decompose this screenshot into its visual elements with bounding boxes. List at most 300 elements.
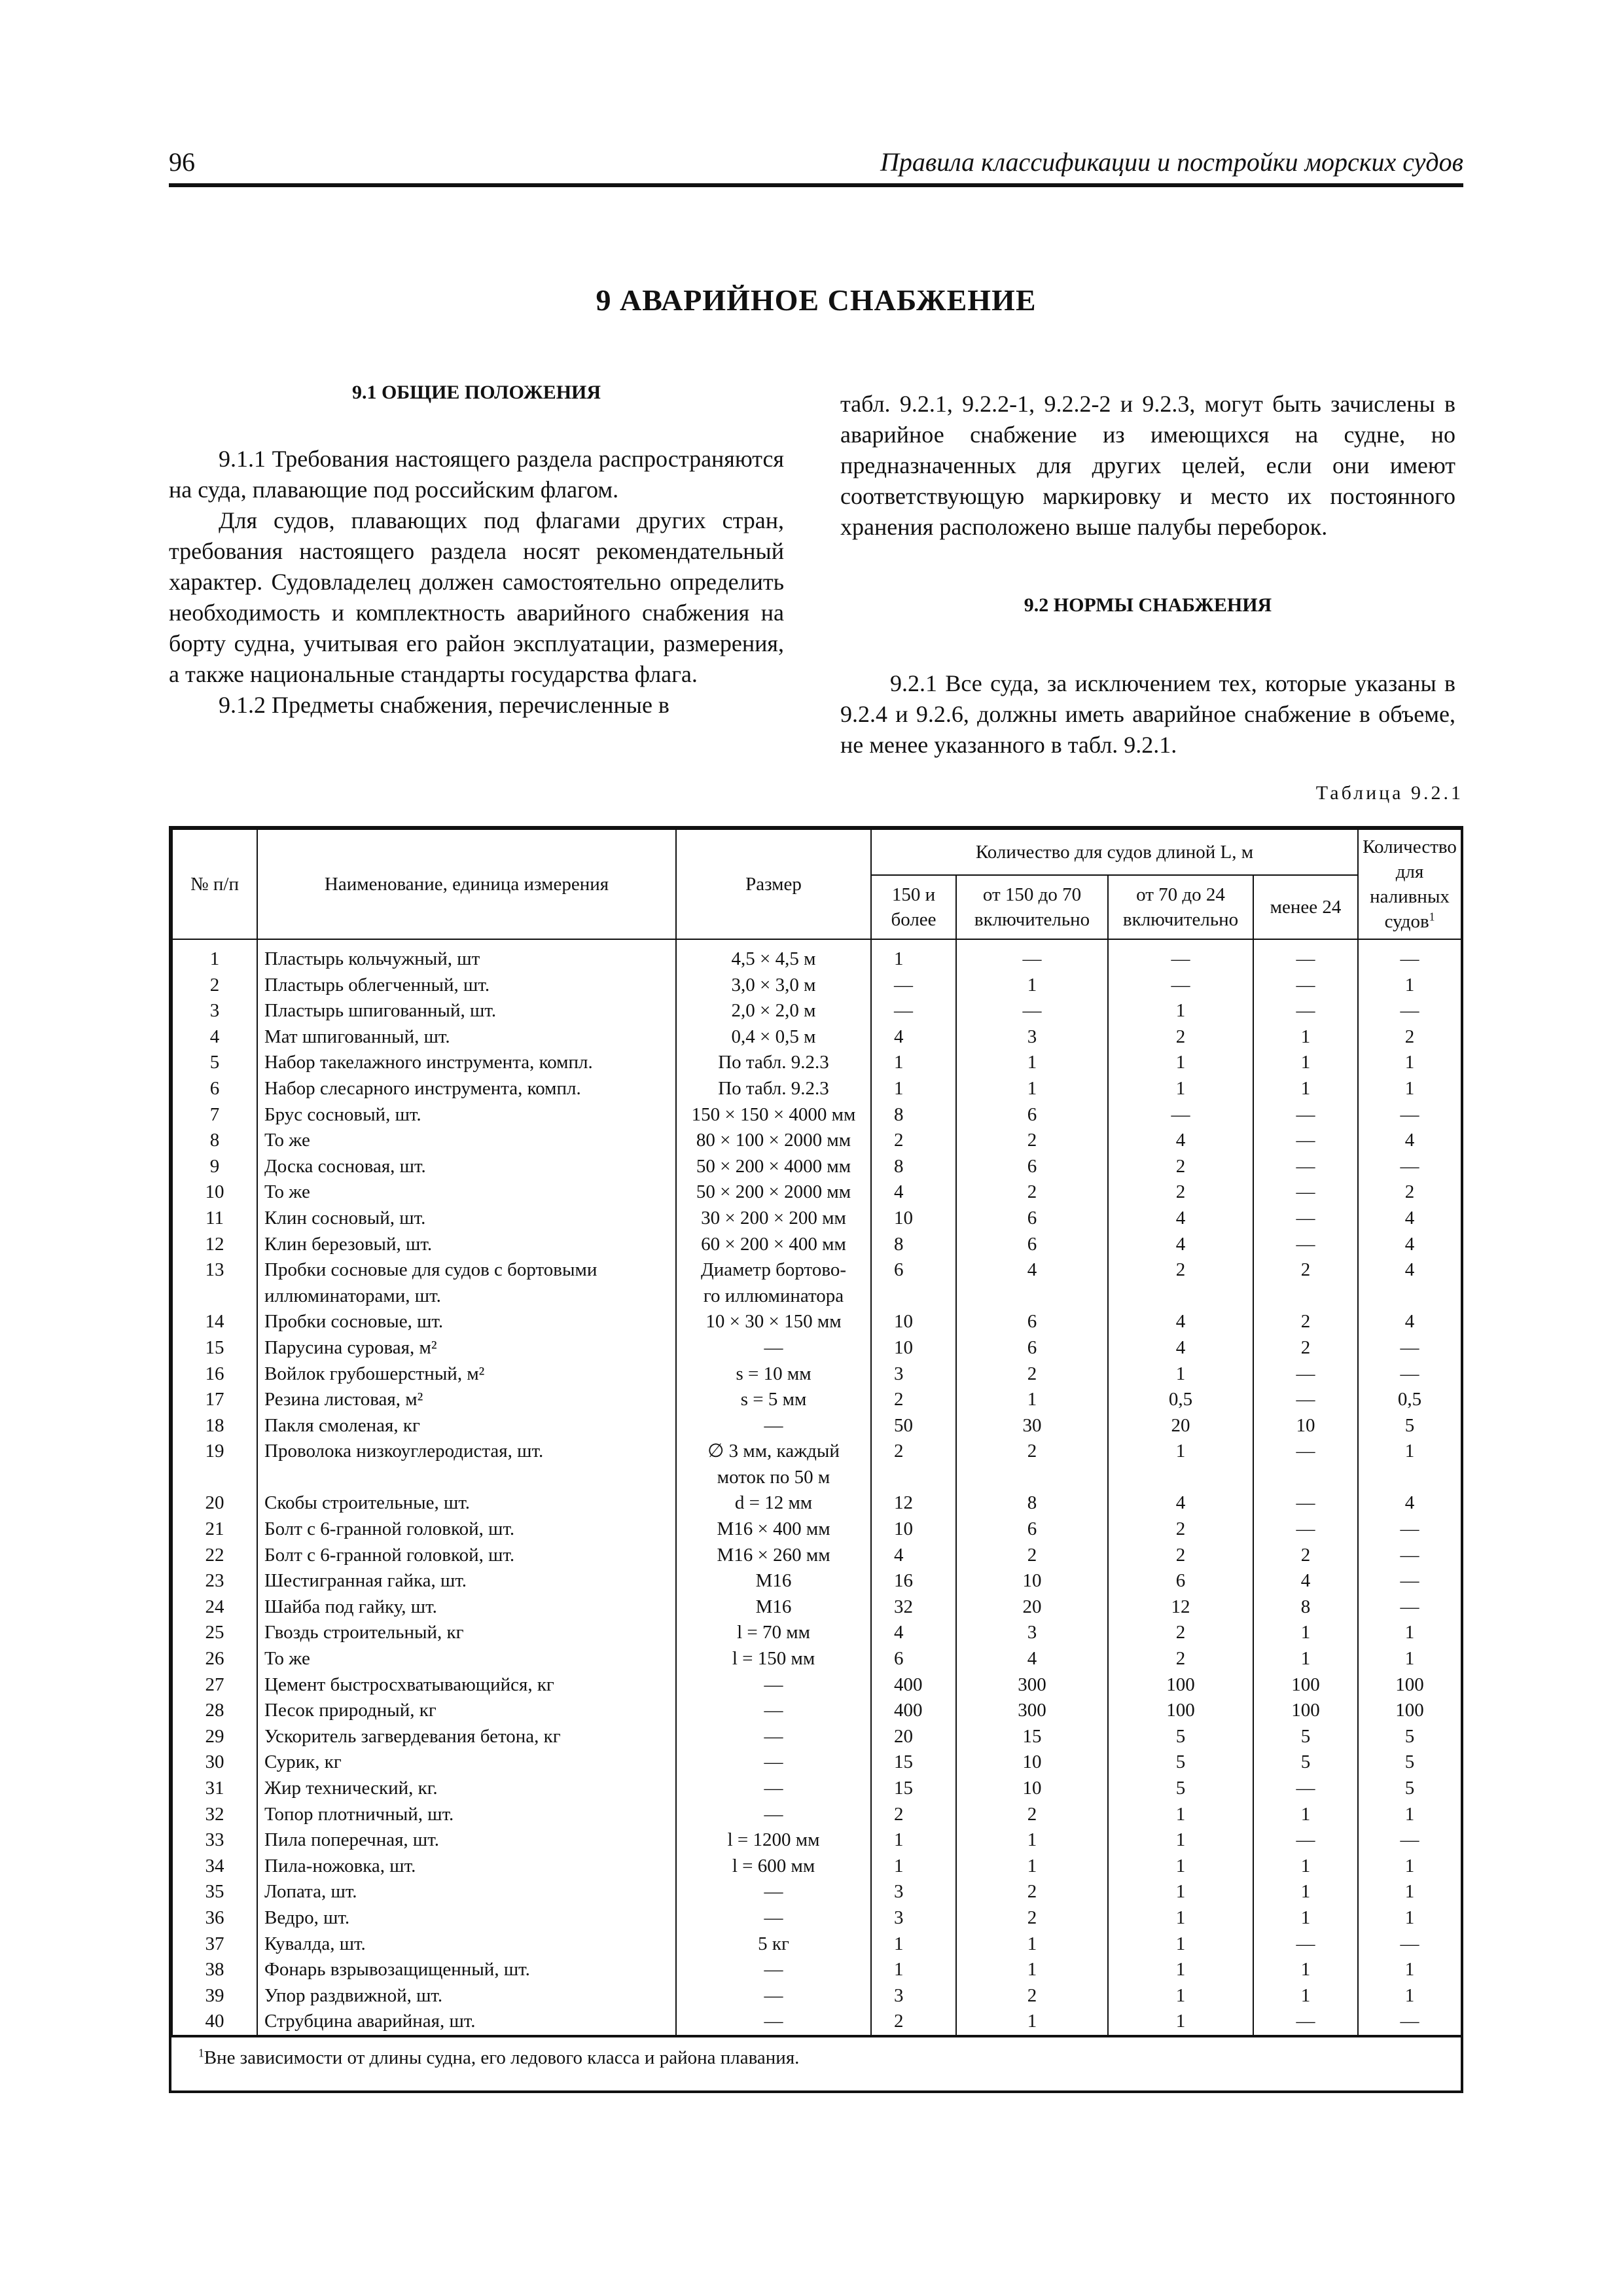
- paragraph-flags: Для судов, плавающих под флагами других стран, требования настоящего раздела носят рекомендательный характер. Судовладелец должен самостоятельно определить необходимость и комплектность аварийного снабжения на борту судна, учитывая его район эксплуатации, размерения, а также национальные стандарты государства флага.: [169, 507, 784, 687]
- qty-under-24: [1253, 1283, 1358, 1310]
- qty-under-24: 2: [1253, 1257, 1358, 1283]
- item-size: 60 × 200 × 400 мм: [676, 1232, 871, 1258]
- qty-70-24: 2: [1108, 1024, 1253, 1050]
- table-body: [172, 939, 1461, 2036]
- qty-70-24: 100: [1108, 1672, 1253, 1698]
- row-number: 2: [172, 973, 257, 999]
- qty-150-70: 6: [956, 1232, 1108, 1258]
- qty-150-70: 1: [956, 1050, 1108, 1076]
- item-name: Упор раздвижной, шт.: [257, 1983, 676, 2009]
- qty-tanker: 1: [1358, 1854, 1461, 1880]
- table-row: [172, 1076, 1461, 1102]
- qty-tanker: 100: [1358, 1698, 1461, 1724]
- qty-150-plus: 16: [871, 1568, 956, 1594]
- table-row: [172, 1827, 1461, 1854]
- table-row: [172, 1854, 1461, 1880]
- table-row: [172, 1232, 1461, 1258]
- qty-under-24: 1: [1253, 1024, 1358, 1050]
- table-row: [172, 1802, 1461, 1828]
- row-number: 36: [172, 1905, 257, 1931]
- qty-tanker: 4: [1358, 1128, 1461, 1154]
- qty-150-70: 4: [956, 1257, 1108, 1283]
- qty-tanker: —: [1358, 1594, 1461, 1621]
- qty-150-70: —: [956, 998, 1108, 1024]
- qty-150-plus: [871, 1465, 956, 1491]
- item-name: То же: [257, 1128, 676, 1154]
- item-name: Клин березовый, шт.: [257, 1232, 676, 1258]
- item-name: Гвоздь строительный, кг: [257, 1620, 676, 1646]
- item-name: Кувалда, шт.: [257, 1931, 676, 1958]
- paragraph-9-1-2-continued: табл. 9.2.1, 9.2.2-1, 9.2.2-2 и 9.2.3, могут быть зачислены в аварийное снабжение из имеющихся на судне, но предназначенных для других целей, если они имеют соответствующую маркировку и место их постоянного хранения расположено выше палубы переборок.: [840, 391, 1455, 540]
- qty-70-24: —: [1108, 1102, 1253, 1128]
- row-number: 19: [172, 1439, 257, 1465]
- table-row: [172, 1931, 1461, 1958]
- item-name: [257, 1465, 676, 1491]
- item-size: l = 600 мм: [676, 1854, 871, 1880]
- item-size: —: [676, 2009, 871, 2036]
- qty-150-70: 10: [956, 1749, 1108, 1776]
- item-size: l = 1200 мм: [676, 1827, 871, 1854]
- qty-tanker: —: [1358, 2009, 1461, 2036]
- item-name: Лопата, шт.: [257, 1879, 676, 1905]
- row-number: 1: [172, 939, 257, 973]
- section-heading-norms: 9.2 НОРМЫ СНАБЖЕНИЯ: [1024, 594, 1272, 616]
- item-name: Пила-ножовка, шт.: [257, 1854, 676, 1880]
- qty-tanker: 1: [1358, 1879, 1461, 1905]
- row-number: 27: [172, 1672, 257, 1698]
- item-name: Шестигранная гайка, шт.: [257, 1568, 676, 1594]
- table-row: [172, 1646, 1461, 1672]
- qty-70-24: 4: [1108, 1206, 1253, 1232]
- qty-tanker: —: [1358, 1827, 1461, 1854]
- qty-150-70: 6: [956, 1102, 1108, 1128]
- qty-150-plus: —: [871, 998, 956, 1024]
- item-name: Резина листовая, м²: [257, 1387, 676, 1413]
- qty-70-24: [1108, 1283, 1253, 1310]
- item-name: Фонарь взрывозащищенный, шт.: [257, 1957, 676, 1983]
- qty-150-70: 2: [956, 1361, 1108, 1388]
- item-name: Проволока низкоуглеродистая, шт.: [257, 1439, 676, 1465]
- qty-tanker: 5: [1358, 1776, 1461, 1802]
- table-row: [172, 1439, 1461, 1465]
- qty-150-70: 2: [956, 1439, 1108, 1465]
- header-qty-150-plus: 150 и более: [871, 875, 956, 939]
- table-row: [172, 1568, 1461, 1594]
- qty-70-24: 1: [1108, 998, 1253, 1024]
- qty-150-plus: 12: [871, 1490, 956, 1516]
- row-number: 17: [172, 1387, 257, 1413]
- item-size: 80 × 100 × 2000 мм: [676, 1128, 871, 1154]
- table-row: [172, 1776, 1461, 1802]
- qty-150-plus: 3: [871, 1879, 956, 1905]
- table-row: [172, 1594, 1461, 1621]
- qty-tanker: 1: [1358, 973, 1461, 999]
- qty-150-70: 6: [956, 1335, 1108, 1361]
- qty-150-plus: 400: [871, 1672, 956, 1698]
- item-size: —: [676, 1724, 871, 1750]
- qty-150-70: [956, 1283, 1108, 1310]
- qty-150-70: 300: [956, 1698, 1108, 1724]
- qty-tanker: —: [1358, 1931, 1461, 1958]
- qty-70-24: 4: [1108, 1490, 1253, 1516]
- item-name: То же: [257, 1646, 676, 1672]
- table-row: [172, 1749, 1461, 1776]
- qty-150-plus: 3: [871, 1905, 956, 1931]
- item-name: Пробки сосновые, шт.: [257, 1309, 676, 1335]
- qty-70-24: 1: [1108, 1439, 1253, 1465]
- qty-under-24: 4: [1253, 1568, 1358, 1594]
- qty-150-70: 30: [956, 1413, 1108, 1439]
- qty-70-24: 1: [1108, 2009, 1253, 2036]
- item-size: По табл. 9.2.3: [676, 1050, 871, 1076]
- qty-70-24: 4: [1108, 1309, 1253, 1335]
- qty-150-plus: 50: [871, 1413, 956, 1439]
- row-number: 33: [172, 1827, 257, 1854]
- qty-tanker: [1358, 1283, 1461, 1310]
- row-number: [172, 1283, 257, 1310]
- item-size: —: [676, 1698, 871, 1724]
- qty-tanker: —: [1358, 1568, 1461, 1594]
- row-number: 29: [172, 1724, 257, 1750]
- table-row: [172, 998, 1461, 1024]
- qty-under-24: 5: [1253, 1749, 1358, 1776]
- qty-150-plus: 1: [871, 1827, 956, 1854]
- qty-tanker: 1: [1358, 1439, 1461, 1465]
- item-size: 5 кг: [676, 1931, 871, 1958]
- table-row: [172, 1490, 1461, 1516]
- table-row: [172, 1102, 1461, 1128]
- qty-tanker: 4: [1358, 1490, 1461, 1516]
- qty-under-24: —: [1253, 1827, 1358, 1854]
- header-qty-150-70: от 150 до 70 включительно: [956, 875, 1108, 939]
- qty-150-plus: 2: [871, 1439, 956, 1465]
- row-number: 12: [172, 1232, 257, 1258]
- item-name: Пластырь шпигованный, шт.: [257, 998, 676, 1024]
- qty-70-24: 12: [1108, 1594, 1253, 1621]
- qty-150-plus: 1: [871, 1050, 956, 1076]
- row-number: 37: [172, 1931, 257, 1958]
- qty-150-plus: 2: [871, 2009, 956, 2036]
- table-row: [172, 1024, 1461, 1050]
- chapter-title: 9 АВАРИЙНОЕ СНАБЖЕНИЕ: [596, 283, 1037, 317]
- qty-tanker: 100: [1358, 1672, 1461, 1698]
- qty-tanker: —: [1358, 1516, 1461, 1543]
- table-row: [172, 1543, 1461, 1569]
- item-name: Доска сосновая, шт.: [257, 1154, 676, 1180]
- row-number: 25: [172, 1620, 257, 1646]
- qty-70-24: 1: [1108, 1076, 1253, 1102]
- item-name: Шайба под гайку, шт.: [257, 1594, 676, 1621]
- row-number: 39: [172, 1983, 257, 2009]
- item-size: M16 × 400 мм: [676, 1516, 871, 1543]
- qty-150-plus: 4: [871, 1543, 956, 1569]
- row-number: 11: [172, 1206, 257, 1232]
- qty-70-24: 1: [1108, 1879, 1253, 1905]
- item-size: —: [676, 1802, 871, 1828]
- qty-150-plus: 3: [871, 1983, 956, 2009]
- qty-under-24: 8: [1253, 1594, 1358, 1621]
- qty-150-plus: 1: [871, 1931, 956, 1958]
- qty-tanker: 1: [1358, 1802, 1461, 1828]
- qty-150-plus: 4: [871, 1024, 956, 1050]
- qty-under-24: —: [1253, 1361, 1358, 1388]
- item-name: иллюминаторами, шт.: [257, 1283, 676, 1310]
- qty-tanker: —: [1358, 998, 1461, 1024]
- row-number: 14: [172, 1309, 257, 1335]
- right-column: [840, 389, 1455, 761]
- header-qty-70-24: от 70 до 24 включительно: [1108, 875, 1253, 939]
- qty-150-70: 1: [956, 1387, 1108, 1413]
- item-name: Сурик, кг: [257, 1749, 676, 1776]
- qty-under-24: —: [1253, 1179, 1358, 1206]
- qty-70-24: 2: [1108, 1620, 1253, 1646]
- item-name: Брус сосновый, шт.: [257, 1102, 676, 1128]
- item-name: Болт с 6-гранной головкой, шт.: [257, 1543, 676, 1569]
- qty-tanker: —: [1358, 939, 1461, 973]
- table-row: [172, 1050, 1461, 1076]
- table-row: [172, 1154, 1461, 1180]
- qty-tanker: 1: [1358, 1646, 1461, 1672]
- row-number: 34: [172, 1854, 257, 1880]
- row-number: 32: [172, 1802, 257, 1828]
- item-size: 2,0 × 2,0 м: [676, 998, 871, 1024]
- qty-150-70: [956, 1465, 1108, 1491]
- qty-150-70: 10: [956, 1568, 1108, 1594]
- qty-tanker: 4: [1358, 1206, 1461, 1232]
- qty-150-70: 2: [956, 1179, 1108, 1206]
- item-size: 30 × 200 × 200 мм: [676, 1206, 871, 1232]
- row-number: 20: [172, 1490, 257, 1516]
- running-title: Правила классификации и постройки морских судов: [880, 147, 1463, 177]
- qty-150-70: 6: [956, 1516, 1108, 1543]
- qty-150-plus: 4: [871, 1179, 956, 1206]
- item-name: Набор слесарного инструмента, компл.: [257, 1076, 676, 1102]
- qty-150-plus: 15: [871, 1776, 956, 1802]
- qty-70-24: 2: [1108, 1516, 1253, 1543]
- qty-under-24: 1: [1253, 1879, 1358, 1905]
- qty-under-24: —: [1253, 1516, 1358, 1543]
- qty-tanker: —: [1358, 1154, 1461, 1180]
- qty-70-24: 2: [1108, 1257, 1253, 1283]
- header-number: № п/п: [172, 829, 257, 939]
- row-number: 30: [172, 1749, 257, 1776]
- qty-tanker: 1: [1358, 1905, 1461, 1931]
- qty-70-24: 1: [1108, 1905, 1253, 1931]
- supply-table: [169, 826, 1463, 2093]
- qty-150-plus: 10: [871, 1309, 956, 1335]
- qty-150-70: 1: [956, 1827, 1108, 1854]
- qty-under-24: 1: [1253, 1854, 1358, 1880]
- qty-under-24: 100: [1253, 1672, 1358, 1698]
- qty-tanker: 4: [1358, 1232, 1461, 1258]
- item-name: То же: [257, 1179, 676, 1206]
- qty-under-24: —: [1253, 973, 1358, 999]
- item-size: моток по 50 м: [676, 1465, 871, 1491]
- qty-150-70: 4: [956, 1646, 1108, 1672]
- qty-150-70: 300: [956, 1672, 1108, 1698]
- row-number: 6: [172, 1076, 257, 1102]
- qty-150-70: —: [956, 939, 1108, 973]
- table-footnote: $^1$Вне зависимости от длины судна, его ледового класса и района плавания.: [172, 2036, 1461, 2079]
- qty-tanker: 4: [1358, 1309, 1461, 1335]
- qty-70-24: 2: [1108, 1543, 1253, 1569]
- qty-150-70: 2: [956, 1543, 1108, 1569]
- item-size: M16: [676, 1594, 871, 1621]
- qty-150-70: 6: [956, 1154, 1108, 1180]
- qty-tanker: —: [1358, 1102, 1461, 1128]
- qty-70-24: 1: [1108, 1827, 1253, 1854]
- item-name: Песок природный, кг: [257, 1698, 676, 1724]
- qty-under-24: 1: [1253, 1983, 1358, 2009]
- row-number: 7: [172, 1102, 257, 1128]
- row-number: 23: [172, 1568, 257, 1594]
- qty-70-24: 2: [1108, 1646, 1253, 1672]
- qty-150-plus: 2: [871, 1802, 956, 1828]
- table-row: [172, 1465, 1461, 1491]
- qty-70-24: 1: [1108, 1983, 1253, 2009]
- header-quantity-group: Количество для судов длиной L, м: [871, 829, 1358, 875]
- table-row: [172, 1179, 1461, 1206]
- qty-tanker: —: [1358, 1335, 1461, 1361]
- qty-150-70: 6: [956, 1206, 1108, 1232]
- header-name: Наименование, единица измерения: [257, 829, 676, 939]
- item-size: По табл. 9.2.3: [676, 1076, 871, 1102]
- row-number: 40: [172, 2009, 257, 2036]
- row-number: 35: [172, 1879, 257, 1905]
- qty-under-24: [1253, 1465, 1358, 1491]
- table-row: [172, 1387, 1461, 1413]
- header-tanker: Количество для наливных судов$^1$: [1358, 829, 1461, 939]
- qty-under-24: —: [1253, 1776, 1358, 1802]
- qty-tanker: 4: [1358, 1257, 1461, 1283]
- row-number: 28: [172, 1698, 257, 1724]
- item-name: Скобы строительные, шт.: [257, 1490, 676, 1516]
- item-size: M16 × 260 мм: [676, 1543, 871, 1569]
- qty-tanker: 5: [1358, 1413, 1461, 1439]
- row-number: 18: [172, 1413, 257, 1439]
- paragraph-9-1-2: 9.1.2 Предметы снабжения, перечисленные в: [219, 692, 669, 718]
- qty-70-24: 6: [1108, 1568, 1253, 1594]
- table-row: [172, 1983, 1461, 2009]
- row-number: 8: [172, 1128, 257, 1154]
- qty-under-24: —: [1253, 998, 1358, 1024]
- qty-under-24: 2: [1253, 1335, 1358, 1361]
- qty-under-24: 10: [1253, 1413, 1358, 1439]
- qty-150-70: 2: [956, 1905, 1108, 1931]
- qty-70-24: 20: [1108, 1413, 1253, 1439]
- qty-150-plus: —: [871, 973, 956, 999]
- table-row: [172, 1257, 1461, 1283]
- qty-tanker: 1: [1358, 1620, 1461, 1646]
- item-name: Цемент быстросхватывающийся, кг: [257, 1672, 676, 1698]
- item-size: го иллюминатора: [676, 1283, 871, 1310]
- table-row: [172, 1620, 1461, 1646]
- row-number: 22: [172, 1543, 257, 1569]
- qty-150-70: 1: [956, 1957, 1108, 1983]
- table-row: [172, 1309, 1461, 1335]
- row-number: 13: [172, 1257, 257, 1283]
- qty-tanker: 2: [1358, 1024, 1461, 1050]
- item-size: l = 150 мм: [676, 1646, 871, 1672]
- qty-tanker: —: [1358, 1543, 1461, 1569]
- qty-150-plus: 400: [871, 1698, 956, 1724]
- qty-70-24: [1108, 1465, 1253, 1491]
- table-row: [172, 939, 1461, 973]
- qty-70-24: 4: [1108, 1128, 1253, 1154]
- qty-150-plus: 1: [871, 1854, 956, 1880]
- qty-150-70: 1: [956, 1854, 1108, 1880]
- qty-under-24: —: [1253, 939, 1358, 973]
- qty-70-24: 1: [1108, 1931, 1253, 1958]
- item-size: 10 × 30 × 150 мм: [676, 1309, 871, 1335]
- qty-tanker: 1: [1358, 1076, 1461, 1102]
- qty-150-plus: 20: [871, 1724, 956, 1750]
- qty-150-plus: 3: [871, 1361, 956, 1388]
- qty-under-24: 5: [1253, 1724, 1358, 1750]
- qty-150-plus: 32: [871, 1594, 956, 1621]
- table-row: [172, 1957, 1461, 1983]
- table-row: [172, 1361, 1461, 1388]
- row-number: 9: [172, 1154, 257, 1180]
- qty-150-plus: 1: [871, 1076, 956, 1102]
- qty-150-plus: 8: [871, 1232, 956, 1258]
- item-name: Топор плотничный, шт.: [257, 1802, 676, 1828]
- item-name: Парусина суровая, м²: [257, 1335, 676, 1361]
- qty-under-24: —: [1253, 1102, 1358, 1128]
- item-size: —: [676, 1879, 871, 1905]
- item-size: 150 × 150 × 4000 мм: [676, 1102, 871, 1128]
- qty-70-24: 5: [1108, 1749, 1253, 1776]
- row-number: 5: [172, 1050, 257, 1076]
- item-name: Болт с 6-гранной головкой, шт.: [257, 1516, 676, 1543]
- item-size: s = 5 мм: [676, 1387, 871, 1413]
- item-size: 3,0 × 3,0 м: [676, 973, 871, 999]
- row-number: 24: [172, 1594, 257, 1621]
- item-name: Мат шпигованный, шт.: [257, 1024, 676, 1050]
- qty-150-plus: 10: [871, 1516, 956, 1543]
- qty-150-70: 1: [956, 973, 1108, 999]
- qty-150-plus: 2: [871, 1387, 956, 1413]
- qty-under-24: 1: [1253, 1646, 1358, 1672]
- item-name: Ведро, шт.: [257, 1905, 676, 1931]
- paragraph-9-2-1: 9.2.1 Все суда, за исключением тех, которые указаны в 9.2.4 и 9.2.6, должны иметь аварийное снабжение в объеме, не менее указанного в табл. 9.2.1.: [840, 670, 1455, 758]
- row-number: 4: [172, 1024, 257, 1050]
- qty-150-70: 2: [956, 1128, 1108, 1154]
- qty-150-plus: 4: [871, 1620, 956, 1646]
- row-number: 3: [172, 998, 257, 1024]
- item-name: Пластырь кольчужный, шт: [257, 939, 676, 973]
- qty-150-70: 6: [956, 1309, 1108, 1335]
- qty-under-24: —: [1253, 1232, 1358, 1258]
- item-size: 4,5 × 4,5 м: [676, 939, 871, 973]
- section-heading-general: 9.1 ОБЩИЕ ПОЛОЖЕНИЯ: [351, 382, 601, 403]
- qty-tanker: 0,5: [1358, 1387, 1461, 1413]
- table-row: [172, 1905, 1461, 1931]
- table-row: [172, 973, 1461, 999]
- qty-150-70: 20: [956, 1594, 1108, 1621]
- row-number: [172, 1465, 257, 1491]
- table-row: [172, 1206, 1461, 1232]
- qty-70-24: 2: [1108, 1179, 1253, 1206]
- qty-70-24: 2: [1108, 1154, 1253, 1180]
- table-row: [172, 1879, 1461, 1905]
- qty-150-70: 1: [956, 1931, 1108, 1958]
- qty-70-24: 4: [1108, 1335, 1253, 1361]
- item-size: —: [676, 1905, 871, 1931]
- table-row: [172, 1698, 1461, 1724]
- qty-70-24: 1: [1108, 1957, 1253, 1983]
- qty-150-70: 1: [956, 2009, 1108, 2036]
